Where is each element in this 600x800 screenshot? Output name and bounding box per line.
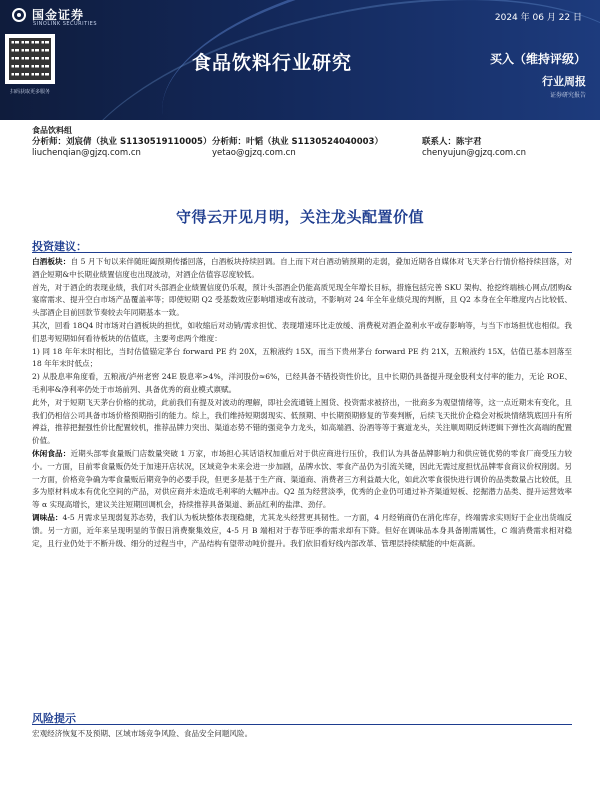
logo-icon [12, 8, 26, 22]
paragraph: 2) 从股息率角度看，五粮液/泸州老窖 24E 股息率>4%，洋河股份≈6%，已经具备不错投资性价比，且中长期仍具备提升现金股利支付率的能力，无论 ROE、毛利率&净利率仍处于市场前列、具备优秀的商业模式禀赋。 [32, 372, 572, 394]
report-type: 行业周报 [542, 75, 586, 88]
paragraph: 此外，对于短期飞天茅台价格的扰动，此前我们有提及对波动的理解，即社会流通链上囤货、投资需求被挤出，一批商多为观望情绪等，这一点近期未有变化，且我们仍相信公司具备市场价格预期指引的能力。综上，我们维持短期弱现实、低预期、中长期预期修复的节奏判断，后续飞天批价企稳会对板块情绪筑底回升有所裨益，推荐把握强性价比配置较机，推荐品牌力突出、渠道态势不错的强竞争力龙头，如高端酒、汾酒等等于赛道龙头，关注顺周期反转逻辑下弹性次高端的配置价值。 [32, 397, 572, 446]
analyst-email[interactable]: yetao@gjzq.com.cn [212, 148, 296, 158]
analyst-name: 分析师：刘宸倩（执业 S1130519110005） [32, 137, 212, 147]
paragraph-text: 4-5 月需求呈现弱复苏态势，我们认为板块整体表现稳健，尤其龙头经营更具韧性。一方面，4 月经销商仍在消化库存，终端需求实则好于企业出货端反馈。另一方面，近年来呈现明显的节假日消费聚集效应，4-5 月 B 端相对于春节旺季的需求却有下降。但好在调味品本身具备刚需属性，C 端消费需求相对稳定，且行业仍处于不断升级、细分的过程当中，产品结构有望带动吨价提升。我们依旧看好线内部改革、管理层持续赋能的中炬高新。 [32, 512, 572, 548]
investment-body [32, 256, 572, 550]
report-date: 2024 年 06 月 22 日 [494, 13, 582, 23]
paragraph-lead: 白酒板块： [32, 257, 71, 266]
qr-caption: 扫码获取更多服务 [9, 89, 50, 95]
report-title: 食品饮料行业研究 [192, 52, 353, 74]
qr-code[interactable] [5, 34, 55, 84]
paragraph [32, 448, 572, 512]
paragraph-text: 近期头部零食量贩门店数量突破 1 万家，市场担心其话语权加重后对于供应商进行压价，我们认为具备品牌影响力和供应链优势的零食厂商受压力较小。一方面，目前零食量贩仍处于加速开店状况，区域竞争未来会进一步加剧，品牌水饮、零食产品仍为引流关键，因此无需过度担忧品牌零食商议价权削弱。另一方面，价格竞争确为零食量贩后期竞争的必要手段，但更多是基于生产商、渠道商、消费者三方利益最大化，如此次零食很快进行调价的品类数量占比较低，且多为原材料成本有优化空间的产品，对供应商并未造成毛利率的大幅冲击。Q2 虽为经营淡季，优秀的企业仍可通过补齐渠道短板、挖掘潜力品类、提升运营效率等 α 实现高增长，建议关注短期回调机会，持续推荐具备渠道、新品红利的盐津、劲仔。 [32, 448, 573, 510]
risk-text: 宏观经济恢复不及预期、区域市场竞争风险、食品安全问题风险。 [32, 729, 253, 738]
report-subtype: 证券研究报告 [549, 92, 586, 99]
brand-name: 国金证券 [32, 8, 85, 22]
report-header [0, 0, 600, 120]
paragraph: 1) 同 18 年年末时相比，当时估值锚定茅台 forward PE 约 20X，五粮液约 15X，而当下贵州茅台 forward PE 约 21X，五粮液约 15X，估值已基本回落至 18 年年末时低点； [32, 346, 572, 369]
paragraph [32, 512, 572, 550]
analyst-emails [32, 148, 572, 159]
paragraph-lead: 休闲食品： [32, 448, 71, 458]
analyst-email[interactable]: liuchenqian@gjzq.com.cn [32, 148, 141, 158]
risk-section [32, 710, 572, 725]
rating-badge: 买入（维持评级） [489, 52, 586, 66]
section-title: 投资建议： [32, 238, 572, 253]
paragraph-text: 自 5 月下旬以来伴随旺阖预期传播回落，白酒板块持续回调。自上而下对白酒动销预期的走弱，叠加近期各自媒体对飞天茅台行情价格持续回落，对酒企短期&中长期业绩置信度也出现波动，对酒企估值容忍度较低。 [32, 257, 573, 279]
analyst-name: 分析师：叶韬（执业 S1130524040003） [212, 137, 383, 147]
paragraph: 其次，回看 18Q4 时市场对白酒板块的担忧，如收缩后对动销/需求担忧、表现增速环比走放缓、消费税对酒企盈利水平或存影响等，与当下市场担忧也相似。我们思考短期如何看待板块的估值底，主要考虑两个维度： [32, 320, 572, 343]
qr-code-pattern [9, 38, 51, 80]
analyst-info [32, 125, 572, 159]
investment-section [32, 238, 572, 253]
paragraph [32, 256, 572, 282]
contact-email[interactable]: chenyujun@gjzq.com.cn [422, 148, 526, 158]
paragraph-lead: 调味品： [32, 512, 63, 522]
analyst-names [32, 137, 572, 148]
brand-name-en: SINOLINK SECURITIES [33, 21, 97, 27]
contact-name: 联系人：陈宇君 [422, 137, 482, 147]
paragraph: 首先，对于酒企的表现业绩，我们对头部酒企业绩置信度仍乐观，预计头部酒企仍能高质见现全年增长目标，措施包括完善 SKU 架构、抢挖终端核心网点/团购&宴席需求、提升空白市场产品覆盖率等；即使短期 Q2 受基数效应影响增速或有波动，不影响对 24 年全年业绩兑现的判断，且 Q2 本身在全年维度内占比较低、头部酒企目前回款节奏较去年同期基本一致。 [32, 282, 572, 318]
industry-group: 食品饮料组 [32, 126, 72, 135]
headline: 守得云开见月明，关注龙头配置价值 [175, 208, 424, 226]
section-title: 风险提示 [32, 710, 572, 725]
